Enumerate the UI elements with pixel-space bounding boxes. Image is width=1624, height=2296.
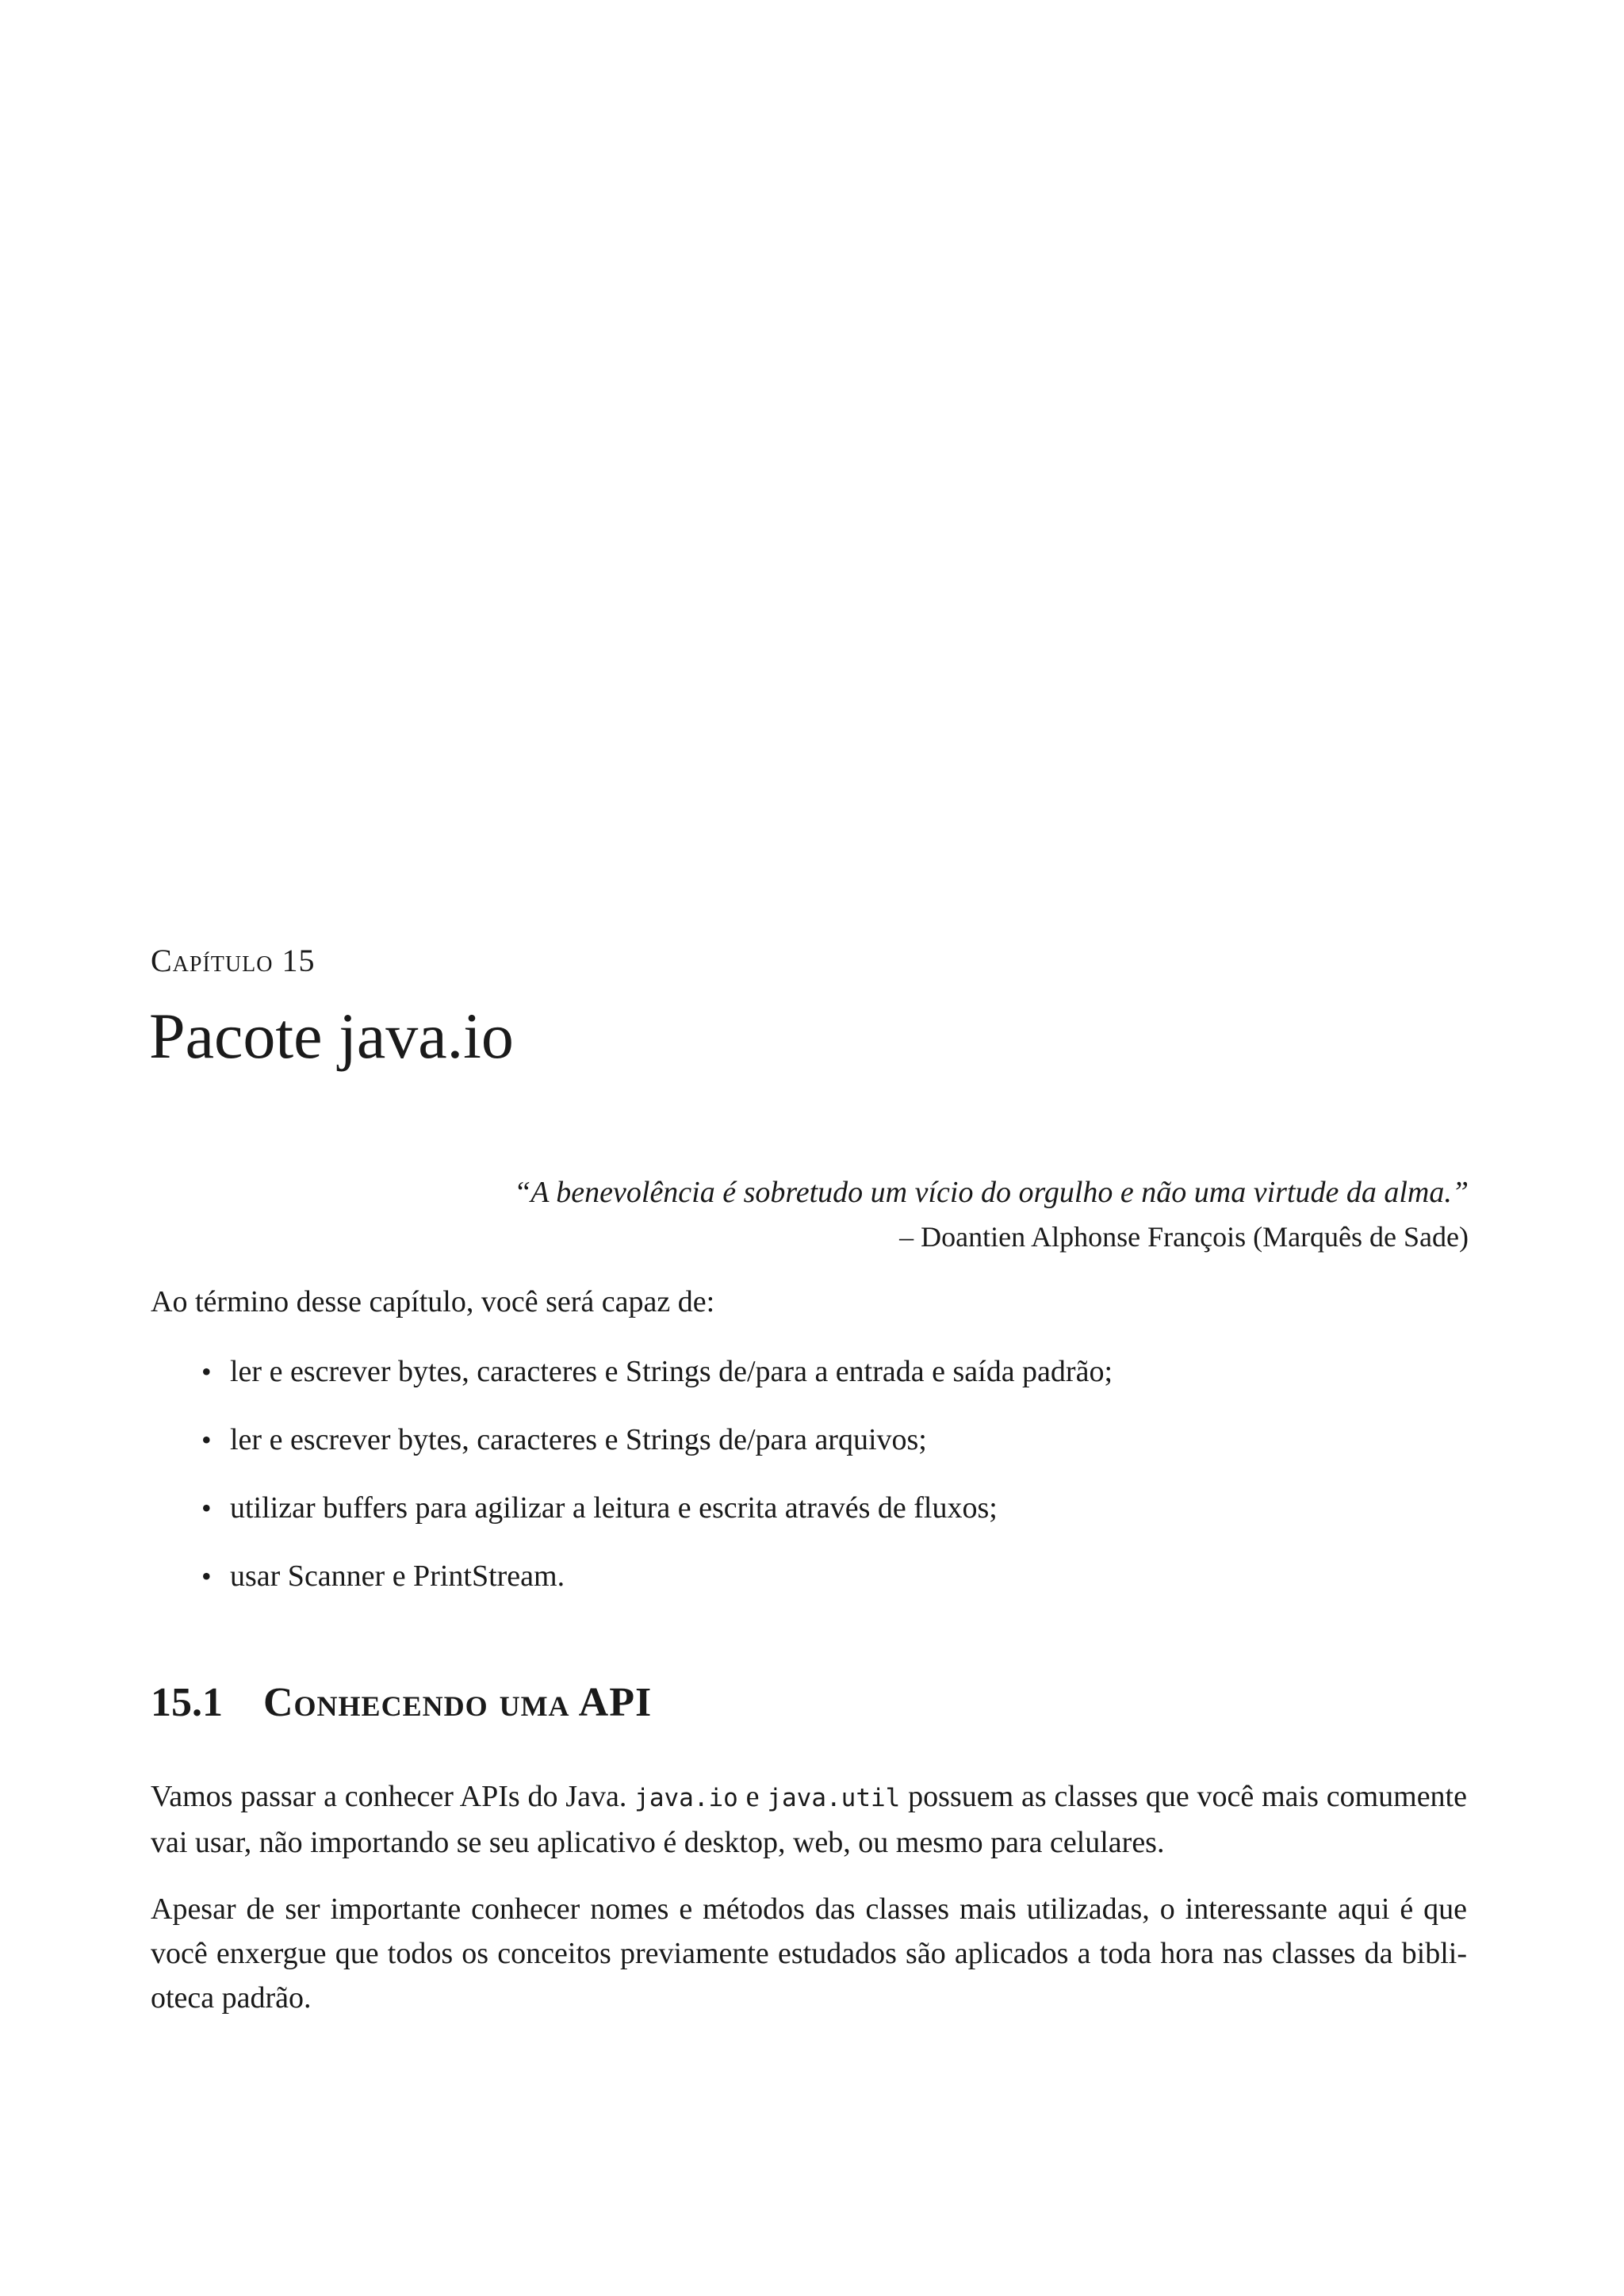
objective-text: utilizar buffers para agilizar a leitura e escrita através de fluxos; xyxy=(230,1491,998,1525)
list-item xyxy=(151,1349,1499,1418)
paragraph-line xyxy=(151,1774,1467,1820)
section-number: 15.1 xyxy=(151,1680,223,1725)
inline-code: java.util xyxy=(767,1784,901,1812)
intro-text: Ao término desse capítulo, você será capaz de: xyxy=(151,1285,715,1318)
objective-text: ler e escrever bytes, caracteres e Strings de/para a entrada e saída padrão; xyxy=(230,1355,1113,1388)
text-run: e xyxy=(737,1780,768,1813)
paragraph xyxy=(151,1774,1467,1865)
epigraph xyxy=(358,1170,1469,1259)
text-run: possuem as classes que você mais comumente xyxy=(900,1780,1467,1813)
bullet-icon: • xyxy=(201,1492,212,1524)
paragraph-line: você enxergue que todos os conceitos previamente estudados são aplicados a toda hora nas classes da bibli- xyxy=(151,1937,1467,1970)
paragraph-line: vai usar, não importando se seu aplicativo é desktop, web, ou mesmo para celulares. xyxy=(151,1826,1165,1859)
objective-text: usar Scanner e PrintStream. xyxy=(230,1559,565,1593)
chapter-title: Pacote java.io xyxy=(149,1000,514,1072)
objective-text: ler e escrever bytes, caracteres e Strings de/para arquivos; xyxy=(230,1423,927,1456)
list-item xyxy=(151,1554,1499,1622)
chapter-label: Capítulo 15 xyxy=(151,943,316,978)
bullet-icon: • xyxy=(201,1424,212,1456)
list-item xyxy=(151,1418,1499,1486)
objectives-list xyxy=(151,1349,1499,1622)
paragraph xyxy=(151,1887,1467,2020)
inline-code: java.io xyxy=(634,1784,738,1812)
section-heading xyxy=(151,1679,652,1726)
epigraph-quote: “A benevolência é sobretudo um vício do orgulho e não uma virtude da alma.” xyxy=(514,1176,1469,1209)
paragraph-line: oteca padrão. xyxy=(151,1981,312,2015)
section-title: Conhecendo uma API xyxy=(263,1680,653,1725)
bullet-icon: • xyxy=(201,1560,212,1592)
list-item xyxy=(151,1486,1499,1554)
text-run: Vamos passar a conhecer APIs do Java. xyxy=(151,1780,635,1813)
bullet-icon: • xyxy=(201,1356,212,1387)
epigraph-author: – Doantien Alphonse François (Marquês de Sade) xyxy=(899,1221,1469,1253)
paragraph-line: Apesar de ser importante conhecer nomes e métodos das classes mais utilizadas, o interessante aqui é que xyxy=(151,1892,1467,1926)
